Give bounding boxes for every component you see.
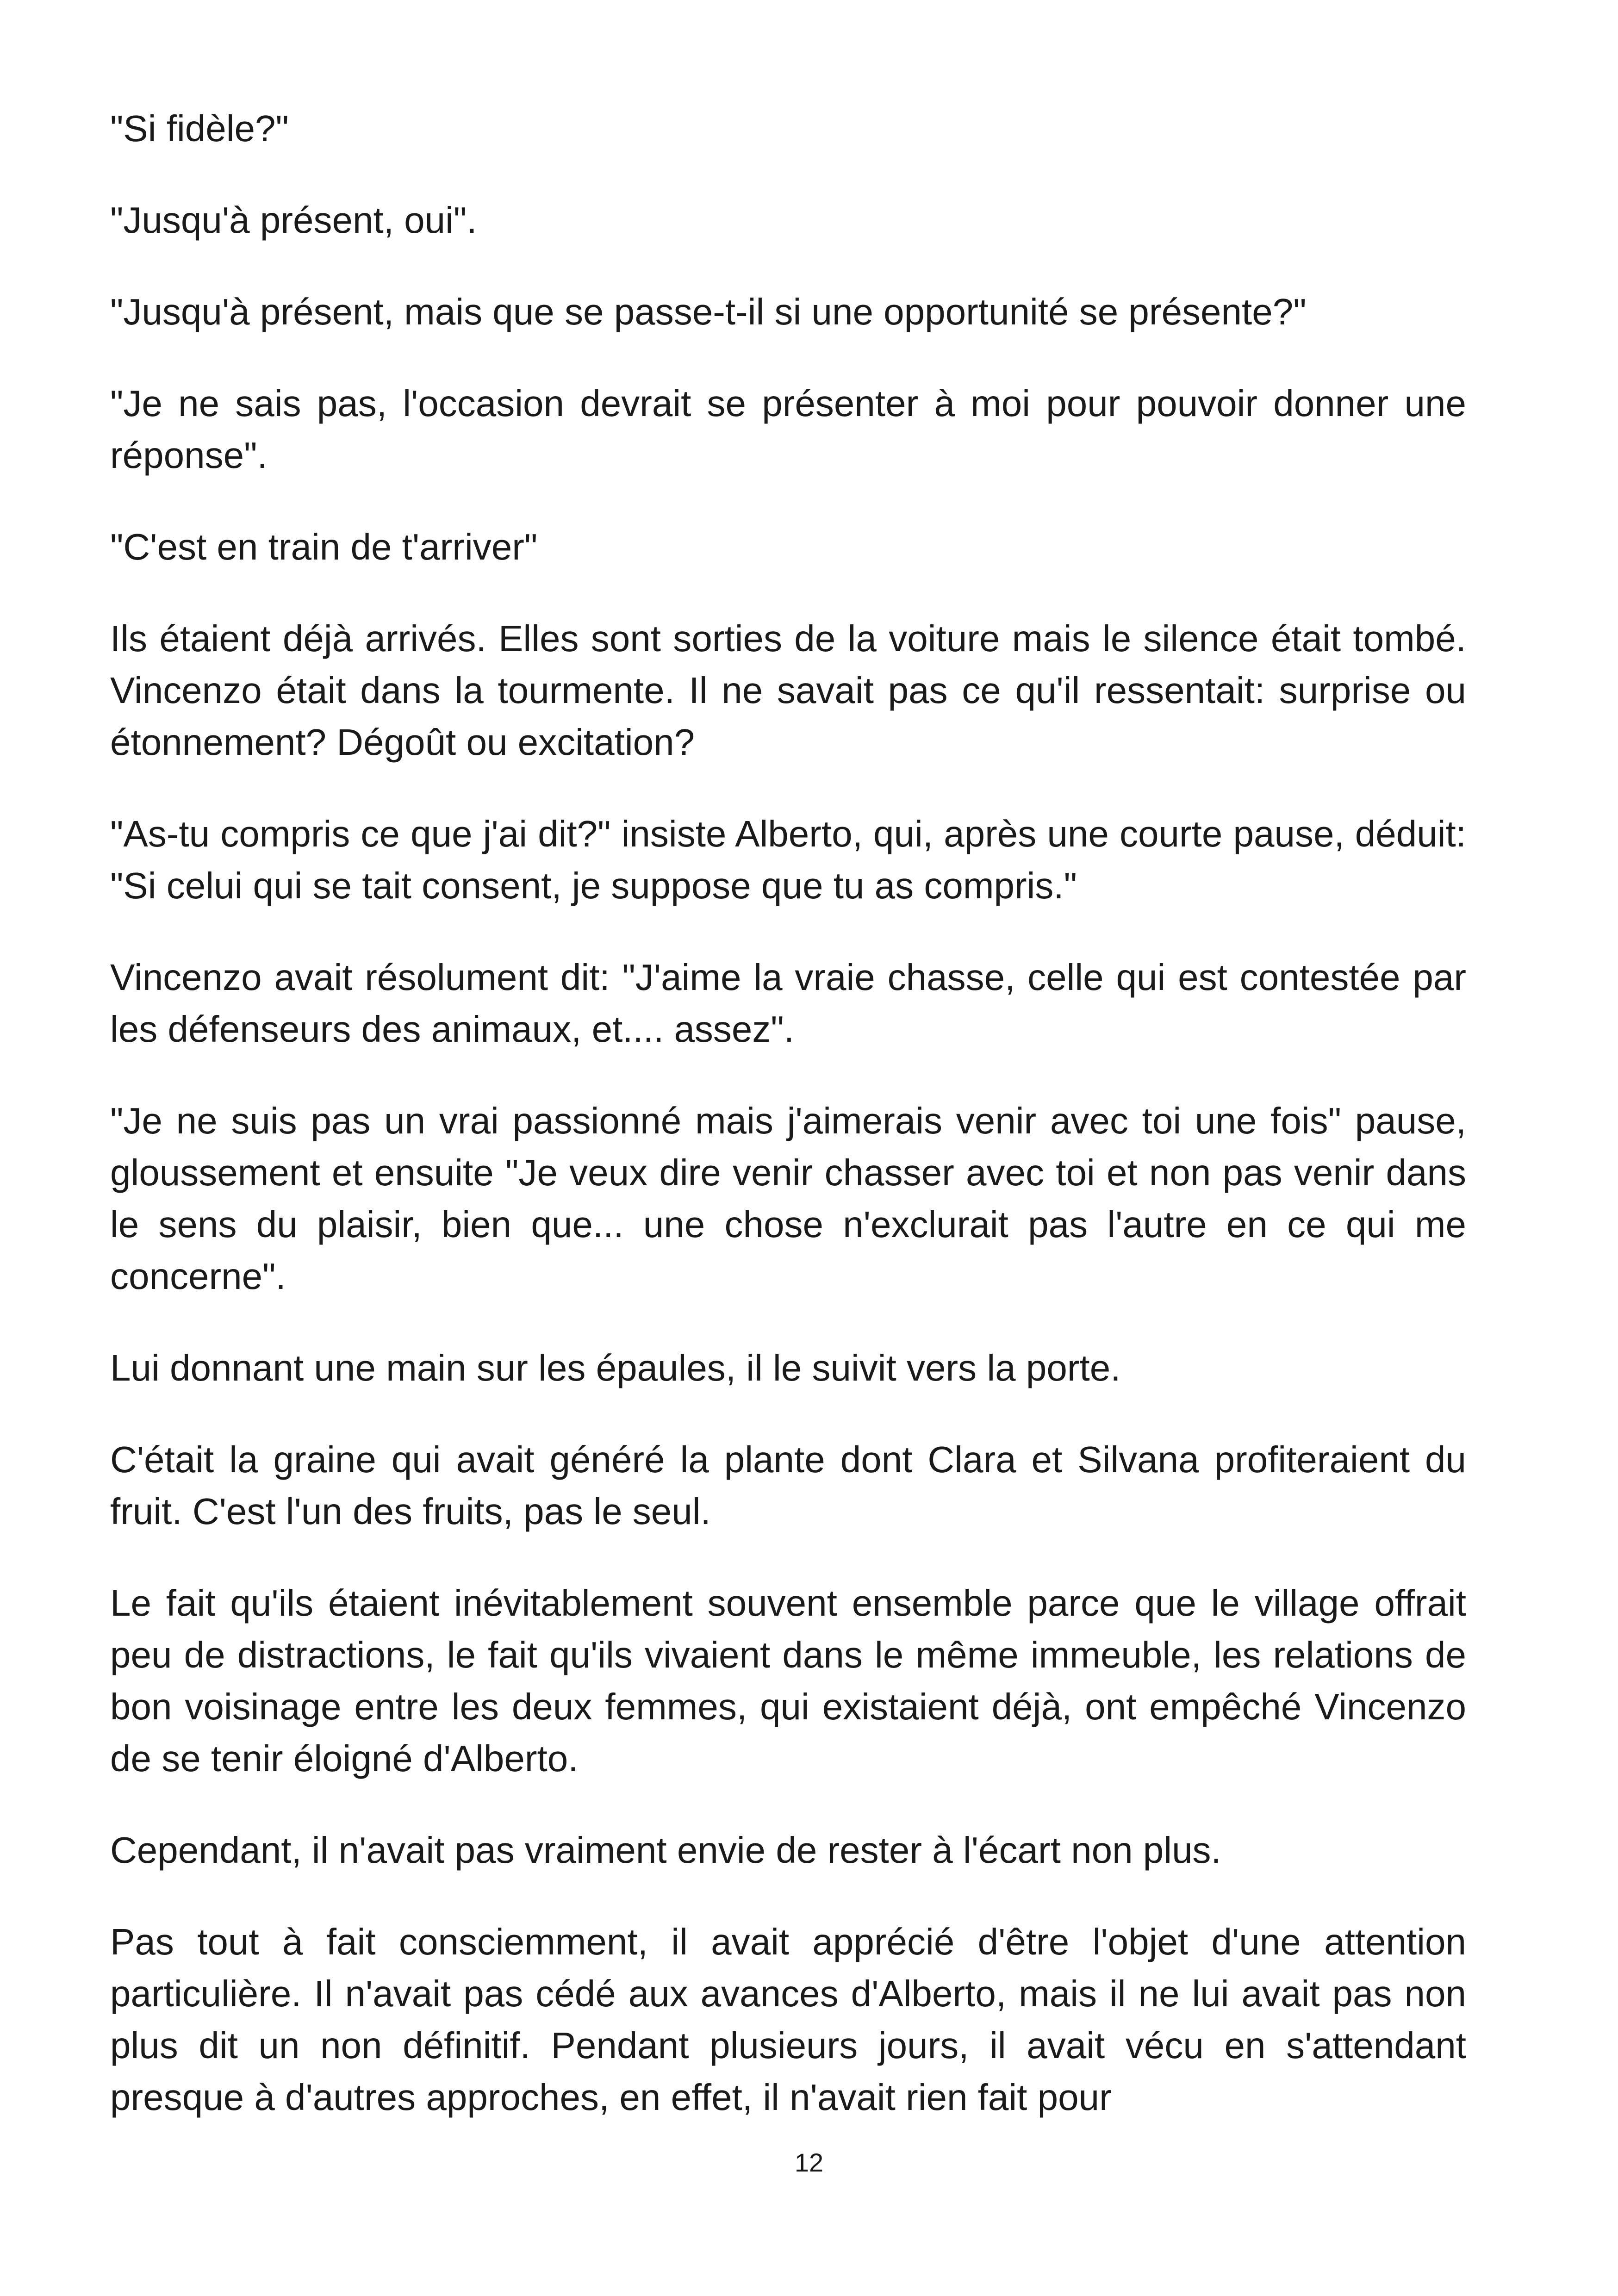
paragraph-7: "As-tu compris ce que j'ai dit?" insiste Alberto, qui, après une courte pause, déduit: "Si celui qui se tait consent, je suppose que tu as compris." <box>110 813 1466 906</box>
paragraph-3: "Jusqu'à présent, mais que se passe-t-il si une opportunité se présente?" <box>110 291 1307 332</box>
paragraph-9: "Je ne suis pas un vrai passionné mais j'aimerais venir avec toi une fois" pause, gloussement et ensuite "Je veux dire venir chasser avec toi et non pas venir dans le sens du plaisir, bien que... une chose n'exclurait pas l'autre en ce qui me concerne". <box>110 1100 1466 1297</box>
paragraph-1: "Si fidèle?" <box>110 108 289 149</box>
paragraph-14: Pas tout à fait consciemment, il avait apprécié d'être l'objet d'une attention particulière. Il n'avait pas cédé aux avances d'Alberto, mais il ne lui avait pas non plus dit un non définitif. Pendant plusieurs jours, il avait vécu en s'attendant presque à d'autres approches, en effet, il n'avait rien fait pour <box>110 1921 1466 2118</box>
body-text <box>110 103 1466 2163</box>
paragraph-4: "Je ne sais pas, l'occasion devrait se présenter à moi pour pouvoir donner une réponse". <box>110 383 1466 476</box>
paragraph-5: "C'est en train de t'arriver" <box>110 526 538 567</box>
paragraph-12: Le fait qu'ils étaient inévitablement souvent ensemble parce que le village offrait peu de distractions, le fait qu'ils vivaient dans le même immeuble, les relations de bon voisinage entre les deux femmes, qui existaient déjà, ont empêché Vincenzo de se tenir éloigné d'Alberto. <box>110 1582 1466 1779</box>
paragraph-2: "Jusqu'à présent, oui". <box>110 199 477 241</box>
paragraph-11: C'était la graine qui avait généré la plante dont Clara et Silvana profiteraient du fruit. C'est l'un des fruits, pas le seul. <box>110 1439 1466 1532</box>
page-number: 12 <box>794 2148 824 2177</box>
paragraph-13: Cependant, il n'avait pas vraiment envie de rester à l'écart non plus. <box>110 1829 1221 1871</box>
paragraph-8: Vincenzo avait résolument dit: "J'aime la vraie chasse, celle qui est contestée par les défenseurs des animaux, et.... assez". <box>110 957 1466 1050</box>
paragraph-10: Lui donnant une main sur les épaules, il le suivit vers la porte. <box>110 1347 1121 1388</box>
paragraph-6: Ils étaient déjà arrivés. Elles sont sorties de la voiture mais le silence était tombé. Vincenzo était dans la tourmente. Il ne savait pas ce qu'il ressentait: surprise ou étonnement? Dégoût ou excitation? <box>110 618 1466 763</box>
